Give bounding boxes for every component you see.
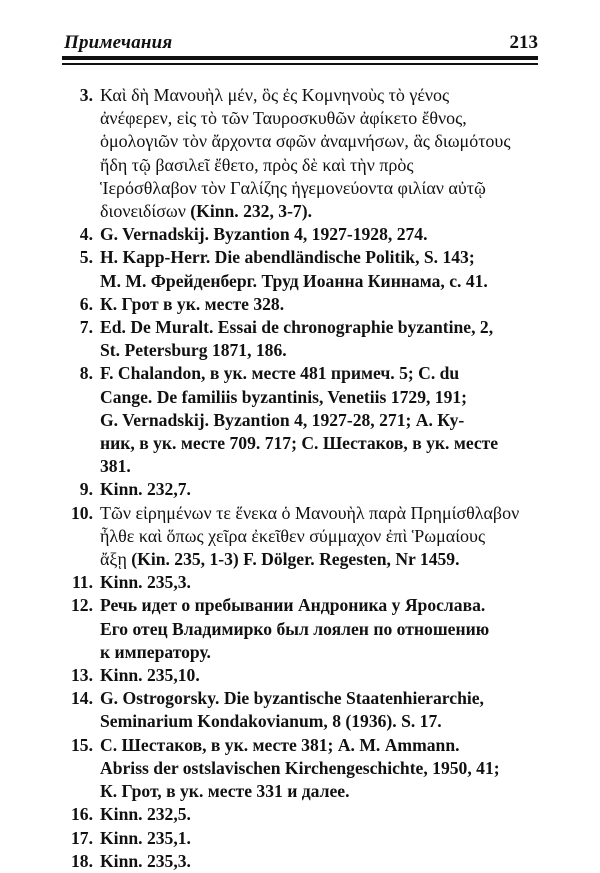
note-number: 13. — [71, 665, 93, 686]
note-line: Kinn. 235,3. — [100, 572, 191, 593]
note-item — [62, 850, 538, 873]
note-line: Cange. De familiis byzantinis, Venetiis 1729, 191; — [100, 386, 468, 407]
note-line: Kinn. 232,5. — [100, 804, 191, 825]
note-item — [62, 687, 538, 733]
note-citation: (Kin. 235, 1-3) F. Dölger. Regesten, Nr 1459. — [126, 549, 460, 570]
note-line: Речь идет о пребывании Андроника у Ярослава. — [100, 595, 486, 616]
note-item — [62, 293, 538, 316]
note-text — [100, 850, 538, 873]
note-item — [62, 84, 538, 223]
note-text — [100, 803, 538, 826]
note-item — [62, 246, 538, 292]
note-line: G. Vernadskij. Byzantion 4, 1927-28, 271; А. Ку- — [100, 409, 465, 430]
note-line: G. Vernadskij. Byzantion 4, 1927-1928, 274. — [100, 224, 428, 245]
note-item — [62, 502, 538, 572]
note-number: 16. — [71, 804, 93, 825]
note-text — [100, 502, 538, 572]
note-text — [100, 594, 538, 664]
note-text — [100, 223, 538, 246]
note-text — [100, 246, 538, 292]
note-line: Abriss der ostslavischen Kirchengeschichte, 1950, 41; — [100, 757, 500, 778]
note-line: К. Грот, в ук. месте 331 и далее. — [100, 781, 350, 802]
note-text — [100, 316, 538, 362]
note-number: 18. — [71, 850, 93, 871]
note-line: Καὶ δὴ Μανουὴλ μέν, ὃς ἐς Κομνηνοὺς τὸ γένος — [100, 85, 450, 105]
note-line: Τῶν εἰρημένων τε ἕνεκα ὁ Μανουὴλ παρὰ Πρημίσθλαβον — [100, 502, 520, 523]
note-number: 12. — [71, 595, 93, 616]
note-number: 8. — [79, 363, 93, 384]
note-number: 9. — [79, 479, 93, 500]
note-item — [62, 803, 538, 826]
note-line: Kinn. 235,10. — [100, 665, 200, 686]
note-text — [100, 827, 538, 850]
notes-list — [62, 84, 538, 873]
note-line: Kinn. 235,1. — [100, 827, 191, 848]
note-number: 17. — [71, 827, 93, 848]
page-header — [64, 26, 538, 54]
note-text — [100, 687, 538, 733]
note-item — [62, 223, 538, 246]
note-line: ἤδη τῷ βασιλεῖ ἔθετο, πρὸς δὲ καὶ τὴν πρὸς — [100, 154, 414, 175]
note-line: Его отец Владимирко был лоялен по отношению — [100, 618, 490, 639]
note-item — [62, 594, 538, 664]
note-line: Kinn. 232,7. — [100, 479, 191, 500]
note-number: 14. — [71, 688, 93, 709]
note-line: С. Шестаков, в ук. месте 381; А. М. Ammann. — [100, 734, 460, 755]
note-number: 6. — [79, 293, 93, 314]
note-line: F. Chalandon, в ук. месте 481 примеч. 5; C. du — [100, 363, 460, 384]
note-text — [100, 293, 538, 316]
note-number: 3. — [79, 85, 93, 105]
note-line: ник, в ук. месте 709. 717; С. Шестаков, в ук. месте — [100, 433, 499, 454]
note-number: 4. — [79, 224, 93, 245]
page-number: 213 — [509, 32, 538, 53]
note-line: St. Petersburg 1871, 186. — [100, 340, 287, 361]
note-line: H. Kapp-Herr. Die abendländische Politik, S. 143; — [100, 247, 475, 268]
header-rule-thin — [62, 63, 538, 65]
note-number: 11. — [71, 572, 93, 593]
note-text — [100, 84, 538, 223]
note-line: ἀνέφερεν, εἰς τὸ τῶν Ταυροσκυθῶν ἀφίκετο ἔθνος, — [100, 108, 467, 129]
note-text — [100, 478, 538, 501]
note-line: Kinn. 235,3. — [100, 850, 191, 871]
note-citation: (Kinn. 232, 3-7). — [185, 201, 312, 222]
header-rule-thick — [62, 56, 538, 60]
note-line: к императору. — [100, 641, 211, 662]
note-line: G. Ostrogorsky. Die byzantische Staatenhierarchie, — [100, 688, 484, 709]
note-text — [100, 571, 538, 594]
running-title: Примечания — [64, 32, 173, 53]
note-text — [100, 734, 538, 804]
note-line: Ἱερόσθλαβον τὸν Γαλίζης ἡγεμονεύοντα φιλίαν αὐτῷ — [100, 177, 486, 198]
note-item — [62, 664, 538, 687]
note-item — [62, 316, 538, 362]
note-text — [100, 362, 538, 478]
note-line: М. М. Фрейденберг. Труд Иоанна Киннама, с. 41. — [100, 270, 488, 291]
note-line: διονειδίσων — [100, 201, 186, 222]
note-number: 7. — [79, 317, 93, 338]
note-item — [62, 362, 538, 478]
note-line: К. Грот в ук. месте 328. — [100, 293, 285, 314]
note-number: 15. — [71, 734, 93, 755]
note-item — [62, 734, 538, 804]
note-text — [100, 664, 538, 687]
note-number: 5. — [79, 247, 93, 268]
note-number: 10. — [71, 502, 93, 523]
note-line: Seminarium Kondakovianum, 8 (1936). S. 17. — [100, 711, 442, 732]
note-line: ἄξῃ — [100, 549, 127, 570]
note-item — [62, 571, 538, 594]
note-item — [62, 827, 538, 850]
note-line: ὁμολογιῶν τὸν ἄρχοντα σφῶν ἀναμνήσων, ἃς διωμότους — [100, 131, 511, 152]
note-line: ἦλθε καὶ ὅπως χεῖρα ἐκεῖθεν σύμμαχον ἐπὶ Ῥωμαίους — [100, 525, 486, 546]
note-item — [62, 478, 538, 501]
note-line: 381. — [100, 456, 131, 477]
note-line: Ed. De Muralt. Essai de chronographie byzantine, 2, — [100, 317, 494, 338]
